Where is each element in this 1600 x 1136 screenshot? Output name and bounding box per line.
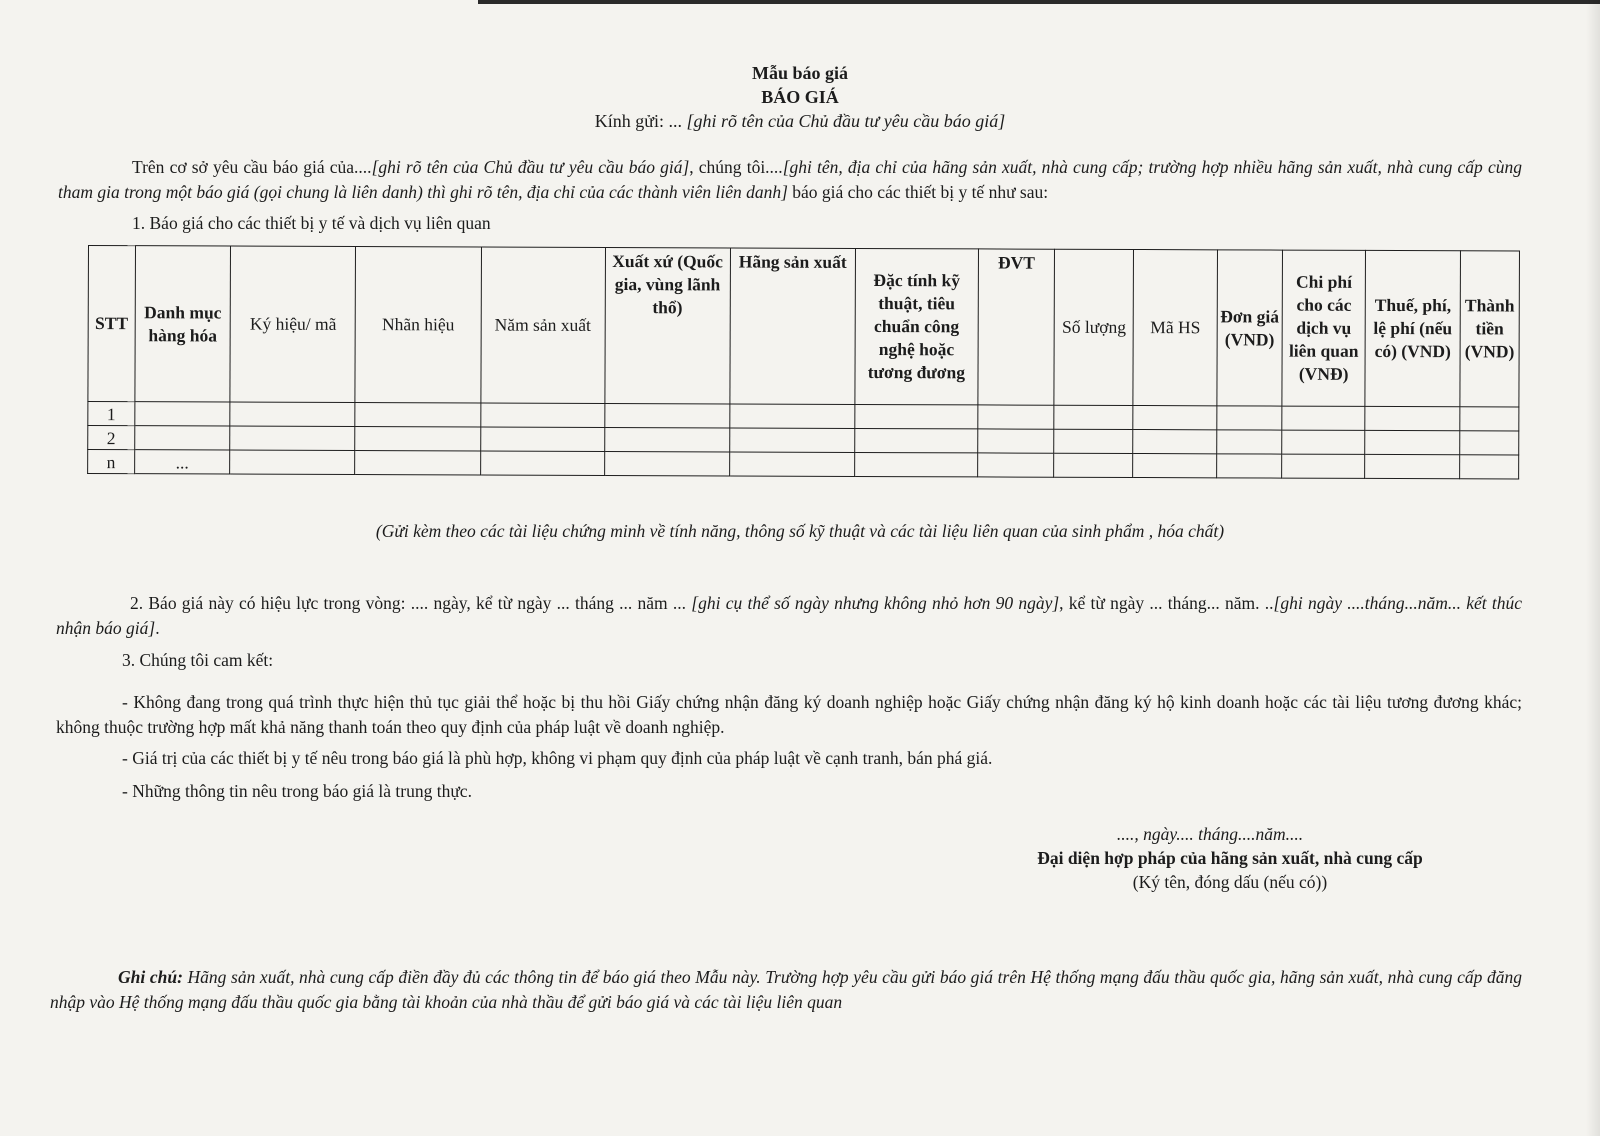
table-cell <box>355 451 480 475</box>
recipient-line <box>0 111 1600 132</box>
table-cell <box>1133 454 1216 478</box>
recipient-hint: [ghi rõ tên của Chủ đầu tư yêu cầu báo giá] <box>686 111 1006 131</box>
table-cell <box>1282 430 1365 454</box>
intro-paragraph <box>58 155 1522 205</box>
table-cell <box>1133 430 1216 454</box>
footer-note-label: Ghi chú: <box>118 967 183 987</box>
intro-hint-2: [ghi tên, địa chỉ của hãng sản xuất, nhà cung cấp; trường hợp nhiều hãng sản xuất, nhà cung cấp cùng tham gia trong một báo giá (gọi chung là liên danh) thì ghi rõ tên, địa chỉ của các thành viên liên danh] <box>58 157 1522 202</box>
col-item-category: Danh mục hàng hóa <box>135 246 231 402</box>
intro-text-1: Trên cơ sở yêu cầu báo giá của.... <box>132 157 372 177</box>
table-cell <box>480 427 604 451</box>
table-cell <box>978 429 1054 453</box>
attachment-note: (Gửi kèm theo các tài liệu chứng minh về tính năng, thông số kỹ thuật và các tài liệu liên quan của sinh phẩm , hóa chất) <box>375 521 1225 541</box>
table-cell <box>604 427 729 451</box>
table-cell <box>855 404 978 428</box>
col-quantity: Số lượng <box>1054 249 1134 405</box>
row-stt: 1 <box>88 402 135 426</box>
table-cell <box>1460 407 1519 431</box>
table-cell <box>729 428 854 452</box>
intro-hint-1: [ghi rõ tên của Chủ đầu tư yêu cầu báo giá] <box>371 157 690 177</box>
table-cell <box>1217 430 1282 454</box>
col-code: Ký hiệu/ mã <box>230 246 356 402</box>
table-cell <box>730 404 855 428</box>
intro-text-3: báo giá cho các thiết bị y tế như sau: <box>787 182 1049 202</box>
document-title: BÁO GIÁ <box>761 87 839 107</box>
col-origin: Xuất xứ (Quốc gia, vùng lãnh thổ) <box>605 247 731 403</box>
col-stt: STT <box>88 246 135 402</box>
form-name: Mẫu báo giá <box>751 63 848 83</box>
col-tax-fee: Thuế, phí, lệ phí (nếu có) (VND) <box>1365 250 1460 406</box>
table-cell <box>1054 453 1133 477</box>
table-cell <box>1460 431 1519 455</box>
scan-top-border <box>478 0 1600 4</box>
table-row <box>88 450 1519 479</box>
table-cell <box>854 452 977 476</box>
table-cell <box>855 428 978 452</box>
section-3-heading: 3. Chúng tôi cam kết: <box>122 650 274 670</box>
col-total: Thành tiền (VND) <box>1460 251 1520 407</box>
row-item <box>135 402 231 426</box>
table-cell <box>1216 454 1281 478</box>
scan-edge-shadow <box>1586 0 1600 1136</box>
table-cell <box>355 427 480 451</box>
validity-hint-1: [ghi cụ thể số ngày nhưng không nhỏ hơn 90 ngày] <box>691 593 1060 613</box>
table-cell <box>1282 454 1365 478</box>
footer-note-text: Hãng sản xuất, nhà cung cấp điền đầy đủ các thông tin để báo giá theo Mẫu này. Trường hợp yêu cầu gửi báo giá trên Hệ thống mạng đấu thầu quốc gia, hãng sản xuất, nhà cung cấp đăng nhập vào Hệ thống mạng đấu thầu quốc gia bằng tài khoản của nhà thầu để gửi báo giá và các tài liệu liên quan <box>50 967 1522 1012</box>
table-cell <box>1133 406 1216 430</box>
commitment-3: - Những thông tin nêu trong báo giá là trung thực. <box>122 781 472 801</box>
table-cell <box>978 453 1054 477</box>
table-cell <box>978 405 1054 429</box>
table-cell <box>1054 405 1133 429</box>
validity-text-2: , kể từ ngày ... tháng... năm. .. <box>1059 593 1274 613</box>
intro-text-2: , chúng tôi.... <box>689 157 783 177</box>
col-manufacturer: Hãng sản xuất <box>730 248 856 404</box>
quotation-table <box>87 245 1520 479</box>
table-cell <box>1365 430 1460 454</box>
table-cell <box>1365 406 1460 430</box>
table-cell <box>604 451 729 475</box>
commitment-1: - Không đang trong quá trình thực hiện thủ tục giải thể hoặc bị thu hồi Giấy chứng nhận đăng ký doanh nghiệp hoặc Giấy chứng nhận đăng ký hộ kinh doanh hoặc các tài liệu tương đương khác; không thuộc trường hợp mất khả năng thanh toán theo quy định của pháp luật về doanh nghiệp. <box>56 692 1522 737</box>
table-cell <box>1460 455 1519 479</box>
col-service-cost: Chi phí cho các dịch vụ liên quan (VNĐ) <box>1282 250 1366 406</box>
col-unit-price: Đơn giá (VND) <box>1217 250 1283 406</box>
row-item <box>134 426 230 450</box>
validity-hint-2: [ghi ngày ....tháng...năm... kết thúc nhận báo giá] <box>56 593 1523 638</box>
table-cell <box>480 451 604 475</box>
row-stt: n <box>88 450 135 474</box>
col-brand: Nhãn hiệu <box>355 247 481 403</box>
signature-role: Đại diện hợp pháp của hãng sản xuất, nhà cung cấp <box>1037 848 1423 868</box>
validity-text-3: . <box>155 618 160 638</box>
table-cell <box>1054 429 1133 453</box>
table-cell <box>230 450 355 474</box>
row-stt: 2 <box>88 426 135 450</box>
table-cell <box>230 426 355 450</box>
section-2-paragraph <box>56 591 1522 641</box>
validity-text-1: 2. Báo giá này có hiệu lực trong vòng: .... ngày, kể từ ngày ... tháng ... năm ... <box>130 593 687 613</box>
table-cell <box>729 452 854 476</box>
table-header-row <box>88 246 1520 407</box>
footer-note <box>50 965 1522 1015</box>
col-unit: ĐVT <box>978 249 1055 405</box>
recipient-label: Kính gửi: ... <box>594 111 682 131</box>
table-cell <box>1282 406 1365 430</box>
table-cell <box>604 403 729 427</box>
table-cell <box>480 403 604 427</box>
table-cell <box>355 403 480 427</box>
signature-instruction: (Ký tên, đóng dấu (nếu có)) <box>1132 872 1328 892</box>
signature-date: ...., ngày.... tháng....năm.... <box>1116 824 1304 844</box>
row-item: ... <box>134 450 230 474</box>
section-1-heading: 1. Báo giá cho các thiết bị y tế và dịch vụ liên quan <box>132 213 491 233</box>
col-year: Năm sản xuất <box>480 247 605 403</box>
table-cell <box>230 402 355 426</box>
table-cell <box>1217 406 1282 430</box>
col-hs-code: Mã HS <box>1133 250 1217 406</box>
col-specifications: Đặc tính kỹ thuật, tiêu chuẩn công nghệ hoặc tương đương <box>855 248 979 404</box>
commitment-2: - Giá trị của các thiết bị y tế nêu trong báo giá là phù hợp, không vi phạm quy định của pháp luật về cạnh tranh, bán phá giá. <box>122 748 993 768</box>
table-cell <box>1365 454 1460 478</box>
